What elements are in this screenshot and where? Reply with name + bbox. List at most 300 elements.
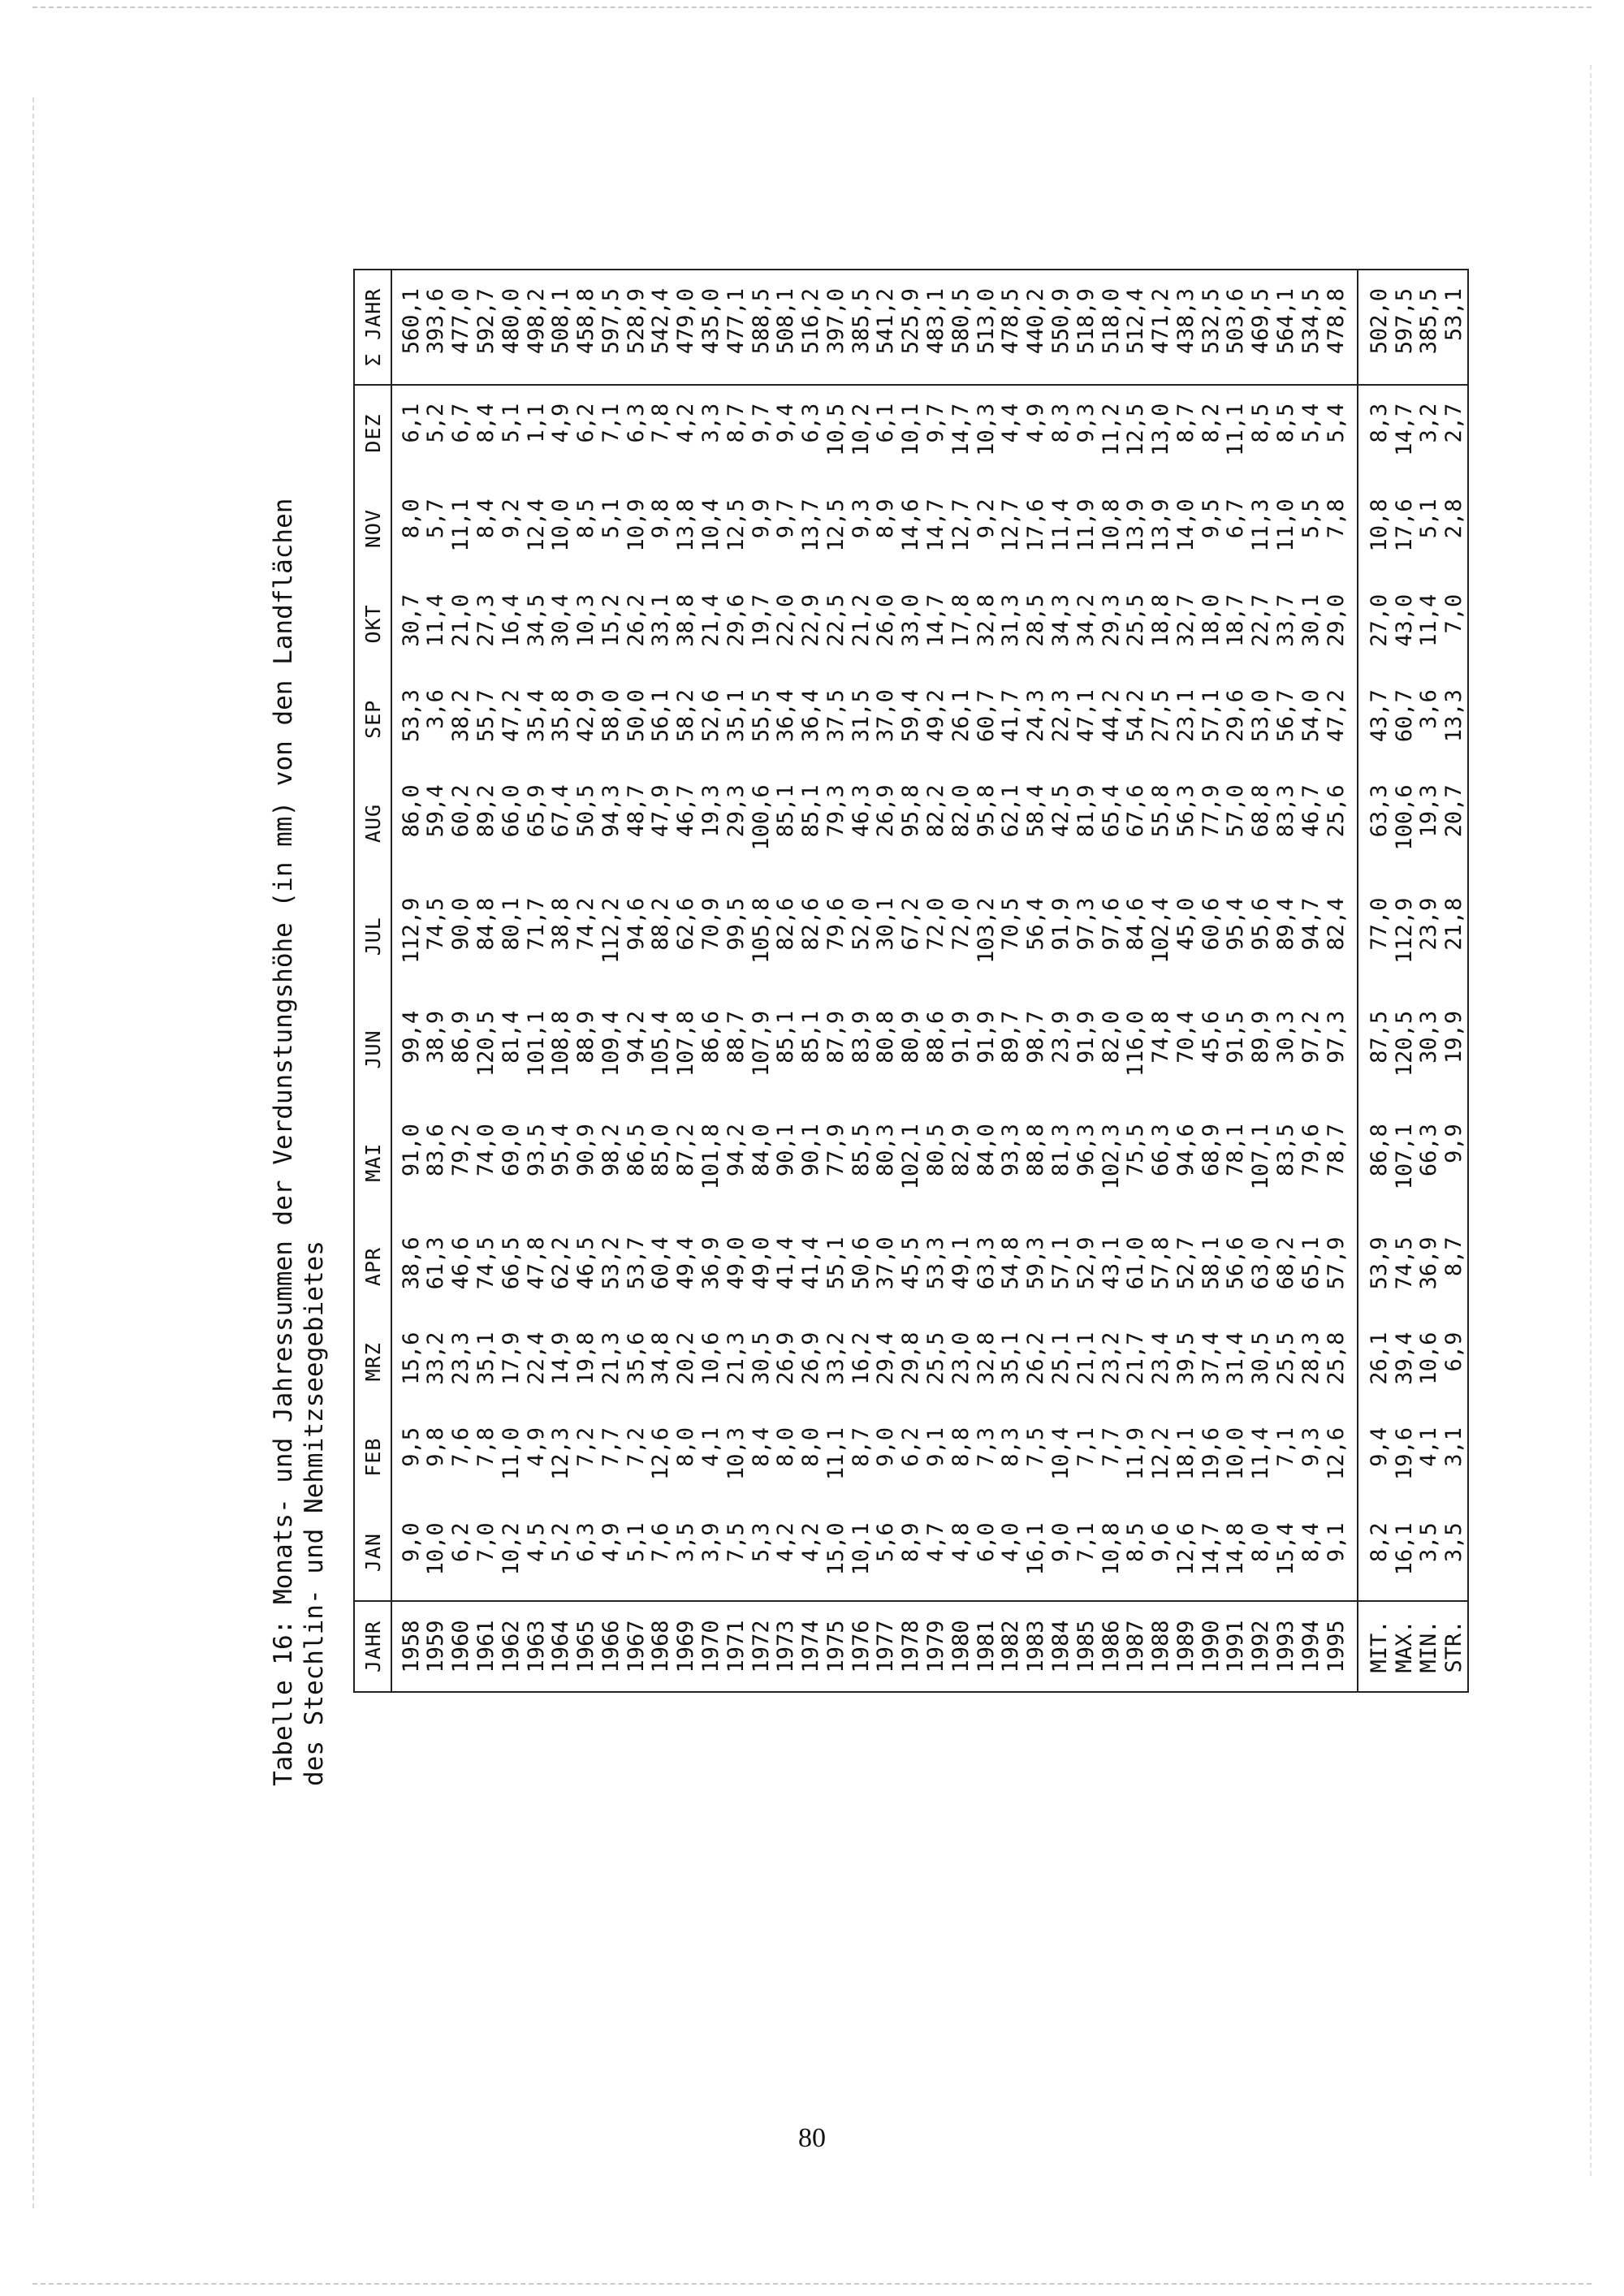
value-cell: 66,3 — [1416, 1124, 1442, 1177]
value-cell: 525,9 — [899, 270, 924, 385]
value-cell: 95,4 — [1223, 897, 1249, 951]
value-cell: 10,2 — [498, 1522, 524, 1576]
value-cell: 6,2 — [573, 403, 599, 443]
table-row — [1199, 270, 1224, 1691]
value-cell: 58,1 — [1198, 1236, 1224, 1290]
value-cell: 57,0 — [1223, 784, 1249, 838]
value-cell: 7,5 — [1023, 1426, 1049, 1467]
value-cell: 99,4 — [398, 1010, 424, 1064]
header-cell: DEZ — [355, 385, 391, 481]
row-label-cell: MAX. — [1392, 1601, 1417, 1691]
value-cell: 9,9 — [1441, 1124, 1467, 1163]
table-row — [1298, 270, 1324, 1691]
value-cell: 100,6 — [748, 784, 774, 851]
value-cell: 72,0 — [948, 897, 974, 951]
value-cell: 49,2 — [923, 689, 949, 743]
table-row — [1224, 270, 1249, 1691]
value-cell: 9,0 — [398, 1522, 424, 1563]
value-cell: 592,7 — [474, 270, 499, 385]
value-cell: 97,3 — [1323, 1010, 1349, 1064]
table-row — [749, 270, 774, 1691]
value-cell: 7,1 — [598, 403, 624, 443]
value-cell: 6,7 — [448, 403, 474, 443]
value-cell: 7,2 — [623, 1426, 649, 1467]
value-cell: 10,1 — [898, 403, 924, 456]
value-cell: 120,5 — [473, 1010, 499, 1077]
value-cell: 15,4 — [1272, 1522, 1298, 1576]
value-cell: 56,3 — [1173, 784, 1199, 838]
value-cell: 34,8 — [648, 1331, 674, 1385]
value-cell: 112,2 — [598, 897, 624, 964]
value-cell: 87,9 — [823, 1010, 849, 1064]
row-label-cell: 1963 — [524, 1601, 549, 1691]
value-cell: 33,2 — [423, 1331, 449, 1385]
value-cell: 91,9 — [973, 1010, 999, 1064]
value-cell: 91,9 — [1073, 1010, 1099, 1064]
value-cell: 14,8 — [1223, 1522, 1249, 1576]
value-cell: 70,4 — [1173, 1010, 1199, 1064]
table-caption — [268, 244, 330, 1786]
value-cell: 19,9 — [1441, 1010, 1467, 1064]
value-cell: 12,2 — [1148, 1426, 1174, 1481]
value-cell: 68,9 — [1198, 1124, 1224, 1177]
value-cell: 11,0 — [1272, 498, 1298, 552]
row-label-cell: 1972 — [749, 1601, 774, 1691]
value-cell: 94,6 — [623, 897, 649, 951]
value-cell: 84,6 — [1123, 897, 1149, 951]
value-cell: 60,6 — [1198, 897, 1224, 951]
row-label-cell: 1981 — [974, 1601, 999, 1691]
value-cell: 17,6 — [1023, 498, 1049, 552]
value-cell: 518,9 — [1073, 270, 1099, 385]
value-cell: 7,1 — [1272, 1426, 1298, 1467]
value-cell: 77,9 — [823, 1124, 849, 1177]
value-cell: 8,2 — [1358, 1504, 1392, 1601]
header-cell: OKT — [355, 576, 391, 671]
value-cell: 47,2 — [1323, 689, 1349, 743]
value-cell: 5,3 — [748, 1522, 774, 1563]
value-cell: 46,6 — [448, 1236, 474, 1290]
value-cell: 21,2 — [848, 593, 874, 647]
value-cell: 49,0 — [723, 1236, 749, 1290]
row-label-cell: MIT. — [1358, 1601, 1392, 1691]
value-cell: 13,3 — [1441, 689, 1467, 743]
value-cell: 45,5 — [898, 1236, 924, 1290]
value-cell: 8,0 — [673, 1426, 699, 1467]
value-cell: 4,9 — [523, 1426, 549, 1467]
value-cell: 46,7 — [1298, 784, 1324, 838]
value-cell: 8,5 — [1272, 403, 1298, 443]
value-cell: 478,8 — [1324, 270, 1358, 385]
value-cell: 36,9 — [698, 1236, 723, 1290]
row-label-cell: 1964 — [549, 1601, 574, 1691]
value-cell: 14,9 — [548, 1331, 574, 1385]
value-cell: 23,3 — [448, 1331, 474, 1385]
value-cell: 16,2 — [848, 1331, 874, 1385]
value-cell: 83,9 — [848, 1010, 874, 1064]
table-row — [1049, 270, 1074, 1691]
value-cell: 5,1 — [598, 498, 624, 539]
value-cell: 105,4 — [648, 1010, 674, 1077]
value-cell: 23,9 — [1047, 1010, 1073, 1064]
value-cell: 4,4 — [998, 403, 1024, 443]
value-cell: 6,9 — [1441, 1331, 1467, 1372]
value-cell: 12,5 — [1123, 403, 1149, 456]
value-cell: 31,3 — [998, 593, 1024, 647]
stats-row — [1417, 270, 1442, 1691]
value-cell: 9,3 — [848, 498, 874, 539]
value-cell: 518,0 — [1099, 270, 1124, 385]
value-cell: 27,3 — [473, 593, 499, 647]
value-cell: 88,9 — [573, 1010, 599, 1064]
value-cell: 46,5 — [573, 1236, 599, 1290]
value-cell: 74,5 — [473, 1236, 499, 1290]
value-cell: 14,7 — [1198, 1522, 1224, 1576]
table-row — [1173, 270, 1199, 1691]
value-cell: 8,4 — [748, 1426, 774, 1467]
value-cell: 513,0 — [974, 270, 999, 385]
value-cell: 103,2 — [973, 897, 999, 964]
table-row — [624, 270, 649, 1691]
value-cell: 94,2 — [623, 1010, 649, 1064]
value-cell: 45,0 — [1173, 897, 1199, 951]
value-cell: 63,3 — [973, 1236, 999, 1290]
value-cell: 7,1 — [1073, 1426, 1099, 1467]
value-cell: 397,0 — [824, 270, 849, 385]
value-cell: 8,4 — [1298, 1522, 1324, 1563]
value-cell: 8,7 — [723, 403, 749, 443]
value-cell: 16,1 — [1023, 1522, 1049, 1576]
value-cell: 33,2 — [823, 1331, 849, 1385]
row-label-cell: 1984 — [1049, 1601, 1074, 1691]
value-cell: 26,9 — [798, 1331, 824, 1385]
value-cell: 38,8 — [548, 897, 574, 951]
scan-edge-bottom — [32, 2283, 1592, 2285]
value-cell: 9,5 — [398, 1426, 424, 1467]
value-cell: 21,3 — [723, 1331, 749, 1385]
value-cell: 8,5 — [1248, 403, 1274, 443]
value-cell: 471,2 — [1149, 270, 1174, 385]
value-cell: 62,1 — [998, 784, 1024, 838]
value-cell: 59,3 — [1023, 1236, 1049, 1290]
value-cell: 36,9 — [1416, 1236, 1442, 1290]
value-cell: 11,4 — [1416, 593, 1442, 647]
value-cell: 53,3 — [398, 689, 424, 743]
value-cell: 2,8 — [1441, 498, 1467, 539]
value-cell: 8,7 — [848, 1426, 874, 1467]
value-cell: 79,2 — [448, 1124, 474, 1177]
table-row — [723, 270, 749, 1691]
value-cell: 9,8 — [423, 1426, 449, 1467]
value-cell: 26,0 — [873, 593, 899, 647]
value-cell: 52,7 — [1173, 1236, 1199, 1290]
row-label-cell: 1994 — [1298, 1601, 1324, 1691]
value-cell: 105,8 — [748, 897, 774, 964]
value-cell: 91,9 — [948, 1010, 974, 1064]
table-row — [774, 270, 799, 1691]
value-cell: 53,3 — [923, 1236, 949, 1290]
row-label-cell: 1986 — [1099, 1601, 1124, 1691]
value-cell: 8,0 — [773, 1426, 799, 1467]
value-cell: 47,8 — [523, 1236, 549, 1290]
value-cell: 47,9 — [648, 784, 674, 838]
value-cell: 20,7 — [1441, 784, 1467, 838]
value-cell: 82,0 — [1098, 1010, 1124, 1064]
value-cell: 10,0 — [1223, 1426, 1249, 1481]
value-cell: 541,2 — [874, 270, 899, 385]
value-cell: 528,9 — [624, 270, 649, 385]
value-cell: 3,5 — [1441, 1522, 1467, 1563]
value-cell: 70,9 — [698, 897, 723, 951]
value-cell: 62,2 — [548, 1236, 574, 1290]
value-cell: 34,3 — [1047, 593, 1073, 647]
value-cell: 59,4 — [898, 689, 924, 743]
value-cell: 65,1 — [1298, 1236, 1324, 1290]
value-cell: 112,9 — [398, 897, 424, 964]
value-cell: 18,7 — [1223, 593, 1249, 647]
value-cell: 33,7 — [1272, 593, 1298, 647]
value-cell: 86,5 — [623, 1124, 649, 1177]
value-cell: 86,6 — [698, 1010, 723, 1064]
value-cell: 7,1 — [1073, 1522, 1099, 1563]
value-cell: 74,8 — [1148, 1010, 1174, 1064]
table-row — [574, 270, 599, 1691]
value-cell: 8,8 — [948, 1426, 974, 1467]
value-cell: 508,1 — [774, 270, 799, 385]
value-cell: 10,8 — [1358, 481, 1392, 576]
value-cell: 8,0 — [798, 1426, 824, 1467]
value-cell: 508,1 — [549, 270, 574, 385]
row-label-cell: 1960 — [449, 1601, 474, 1691]
value-cell: 22,3 — [1047, 689, 1073, 743]
value-cell: 7,0 — [1441, 593, 1467, 634]
value-cell: 9,6 — [1148, 1522, 1174, 1563]
value-cell: 82,0 — [948, 784, 974, 838]
value-cell: 120,5 — [1391, 1010, 1417, 1077]
value-cell: 23,0 — [948, 1331, 974, 1385]
value-cell: 22,5 — [823, 593, 849, 647]
value-cell: 9,5 — [1198, 498, 1224, 539]
value-cell: 550,9 — [1049, 270, 1074, 385]
table-row — [1274, 270, 1299, 1691]
stats-row — [1442, 270, 1467, 1691]
value-cell: 55,5 — [748, 689, 774, 743]
value-cell: 597,5 — [598, 270, 624, 385]
value-cell: 26,2 — [1023, 1331, 1049, 1385]
value-cell: 17,6 — [1391, 498, 1417, 552]
value-cell: 94,7 — [1298, 897, 1324, 951]
value-cell: 47,1 — [1073, 689, 1099, 743]
value-cell: 66,0 — [498, 784, 524, 838]
value-cell: 5,4 — [1298, 403, 1324, 443]
value-cell: 96,3 — [1073, 1124, 1099, 1177]
value-cell: 6,3 — [798, 403, 824, 443]
table-row — [824, 270, 849, 1691]
value-cell: 1,1 — [523, 403, 549, 443]
value-cell: 31,5 — [848, 689, 874, 743]
value-cell: 49,0 — [748, 1236, 774, 1290]
table-row — [424, 270, 449, 1691]
table-row — [1249, 270, 1274, 1691]
value-cell: 43,1 — [1098, 1236, 1124, 1290]
value-cell: 57,1 — [1047, 1236, 1073, 1290]
value-cell: 14,0 — [1173, 498, 1199, 552]
evaporation-table — [355, 270, 1467, 1691]
table-row — [449, 270, 474, 1691]
scan-edge-left — [32, 97, 34, 2208]
value-cell: 10,3 — [573, 593, 599, 647]
value-cell: 12,5 — [823, 498, 849, 552]
caption-line-2: des Stechlin- und Nehmitzseegebietes — [300, 1241, 329, 1786]
value-cell: 29,3 — [1098, 593, 1124, 647]
value-cell: 15,6 — [398, 1331, 424, 1385]
value-cell: 68,8 — [1248, 784, 1274, 838]
row-label-cell: 1968 — [649, 1601, 674, 1691]
value-cell: 19,3 — [698, 784, 723, 838]
value-cell: 88,7 — [723, 1010, 749, 1064]
value-cell: 18,1 — [1173, 1426, 1199, 1481]
value-cell: 93,5 — [523, 1124, 549, 1177]
value-cell: 3,6 — [423, 689, 449, 729]
row-label-cell: 1977 — [874, 1601, 899, 1691]
value-cell: 90,0 — [448, 897, 474, 951]
value-cell: 7,0 — [473, 1522, 499, 1563]
value-cell: 24,3 — [1023, 689, 1049, 743]
value-cell: 112,9 — [1391, 897, 1417, 964]
value-cell: 60,7 — [973, 689, 999, 743]
value-cell: 23,9 — [1416, 897, 1442, 951]
value-cell: 29,3 — [723, 784, 749, 838]
value-cell: 83,3 — [1272, 784, 1298, 838]
rotated-table-block — [268, 244, 1470, 1786]
value-cell: 56,7 — [1272, 689, 1298, 743]
value-cell: 498,2 — [524, 270, 549, 385]
value-cell: 23,4 — [1148, 1331, 1174, 1385]
value-cell: 15,2 — [598, 593, 624, 647]
value-cell: 43,0 — [1391, 593, 1417, 647]
value-cell: 32,7 — [1173, 593, 1199, 647]
value-cell: 7,6 — [648, 1522, 674, 1563]
table-row — [499, 270, 524, 1691]
value-cell: 3,6 — [1416, 689, 1442, 729]
value-cell: 43,7 — [1358, 671, 1392, 766]
value-cell: 74,5 — [1391, 1236, 1417, 1290]
value-cell: 85,1 — [773, 1010, 799, 1064]
value-cell: 534,5 — [1298, 270, 1324, 385]
row-label-cell: 1976 — [849, 1601, 874, 1691]
value-cell: 25,5 — [1272, 1331, 1298, 1385]
value-cell: 35,8 — [548, 689, 574, 743]
header-cell: MRZ — [355, 1314, 391, 1409]
value-cell: 39,5 — [1173, 1331, 1199, 1385]
value-cell: 26,2 — [623, 593, 649, 647]
value-cell: 98,2 — [598, 1124, 624, 1177]
value-cell: 10,4 — [1047, 1426, 1073, 1481]
value-cell: 8,3 — [1047, 403, 1073, 443]
value-cell: 4,2 — [673, 403, 699, 443]
value-cell: 33,1 — [648, 593, 674, 647]
value-cell: 4,9 — [598, 1522, 624, 1563]
value-cell: 22,4 — [523, 1331, 549, 1385]
value-cell: 32,8 — [973, 593, 999, 647]
value-cell: 29,6 — [1223, 689, 1249, 743]
header-cell: Σ JAHR — [355, 270, 391, 385]
value-cell: 39,4 — [1391, 1331, 1417, 1385]
value-cell: 580,5 — [948, 270, 974, 385]
value-cell: 7,8 — [473, 1426, 499, 1467]
value-cell: 440,2 — [1024, 270, 1049, 385]
value-cell: 33,0 — [898, 593, 924, 647]
value-cell: 477,1 — [723, 270, 749, 385]
value-cell: 83,6 — [423, 1124, 449, 1177]
value-cell: 50,6 — [848, 1236, 874, 1290]
value-cell: 57,8 — [1148, 1236, 1174, 1290]
value-cell: 55,7 — [473, 689, 499, 743]
value-cell: 3,1 — [1441, 1426, 1467, 1467]
value-cell: 109,4 — [598, 1010, 624, 1077]
value-cell: 72,0 — [923, 897, 949, 951]
value-cell: 30,3 — [1272, 1010, 1298, 1064]
row-label-cell: 1990 — [1199, 1601, 1224, 1691]
value-cell: 107,9 — [748, 1010, 774, 1077]
value-cell: 7,8 — [648, 403, 674, 443]
value-cell: 4,8 — [948, 1522, 974, 1563]
value-cell: 435,0 — [699, 270, 724, 385]
value-cell: 53,9 — [1358, 1219, 1392, 1314]
value-cell: 71,7 — [523, 897, 549, 951]
value-cell: 21,7 — [1123, 1331, 1149, 1385]
value-cell: 3,5 — [1416, 1522, 1442, 1563]
value-cell: 4,1 — [1416, 1426, 1442, 1467]
value-cell: 17,9 — [498, 1331, 524, 1385]
row-label-cell: 1991 — [1224, 1601, 1249, 1691]
row-label-cell: MIN. — [1417, 1601, 1442, 1691]
value-cell: 68,2 — [1272, 1236, 1298, 1290]
value-cell: 10,6 — [698, 1331, 723, 1385]
value-cell: 63,0 — [1248, 1236, 1274, 1290]
value-cell: 85,5 — [848, 1124, 874, 1177]
value-cell: 9,1 — [1323, 1522, 1349, 1563]
value-cell: 52,9 — [1073, 1236, 1099, 1290]
value-cell: 22,0 — [773, 593, 799, 647]
value-cell: 36,4 — [798, 689, 824, 743]
value-cell: 477,0 — [449, 270, 474, 385]
value-cell: 52,0 — [848, 897, 874, 951]
table-row — [598, 270, 624, 1691]
value-cell: 89,2 — [473, 784, 499, 838]
value-cell: 42,5 — [1047, 784, 1073, 838]
value-cell: 80,3 — [873, 1124, 899, 1177]
value-cell: 30,7 — [398, 593, 424, 647]
value-cell: 75,5 — [1123, 1124, 1149, 1177]
value-cell: 469,5 — [1249, 270, 1274, 385]
value-cell: 88,6 — [923, 1010, 949, 1064]
value-cell: 20,2 — [673, 1331, 699, 1385]
value-cell: 6,0 — [973, 1522, 999, 1563]
value-cell: 85,1 — [773, 784, 799, 838]
value-cell: 30,1 — [873, 897, 899, 951]
value-cell: 10,8 — [1098, 498, 1124, 552]
value-cell: 70,5 — [998, 897, 1024, 951]
value-cell: 86,8 — [1358, 1106, 1392, 1219]
value-cell: 80,9 — [898, 1010, 924, 1064]
row-label-cell: 1966 — [598, 1601, 624, 1691]
value-cell: 41,7 — [998, 689, 1024, 743]
value-cell: 13,7 — [798, 498, 824, 552]
value-cell: 10,3 — [973, 403, 999, 456]
value-cell: 9,7 — [748, 403, 774, 443]
scan-edge-top — [32, 6, 1592, 8]
